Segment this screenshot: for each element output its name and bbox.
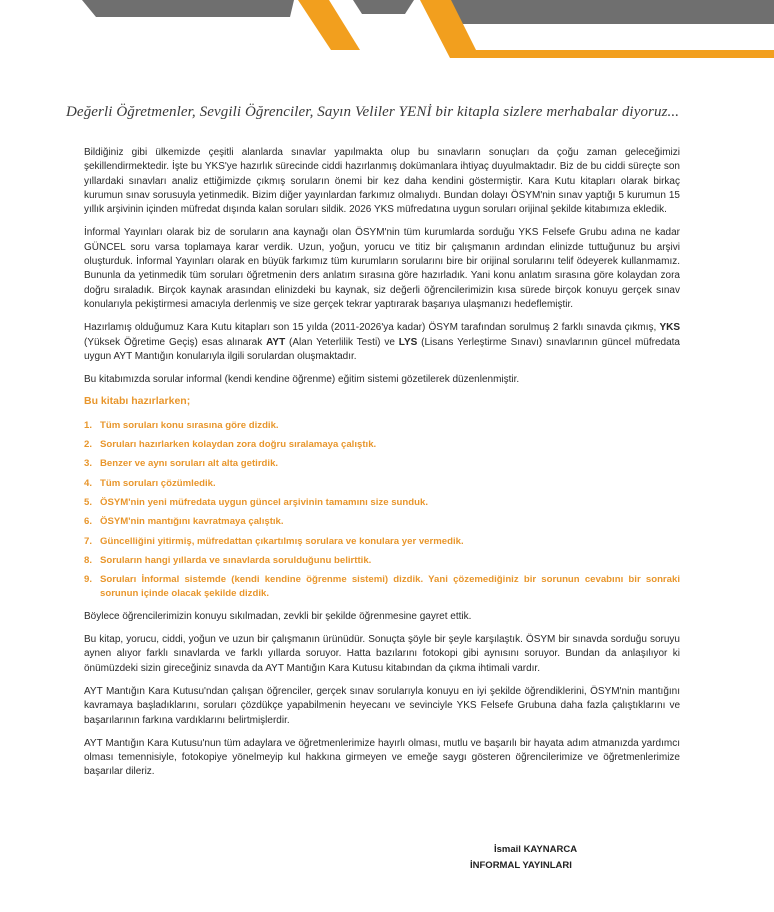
grey-stripe-center (353, 0, 414, 14)
header-decoration (0, 0, 774, 60)
salutation: Değerli Öğretmenler, Sevgili Öğrenciler, Sayın Veliler YENİ bir kitapla sizlere merhabalar diyoruz... (66, 104, 680, 120)
exam-ayt: AYT (266, 336, 286, 348)
list-heading: Bu kitabı hazırlarken; (84, 395, 191, 408)
paragraph-students: AYT Mantığın Kara Kutusu'ndan çalışan öğrenciler, gerçek sınav sorularıyla konuyu en iyi şekilde öğrendiklerini, ÖSYM'nin mantığını kavramaya başladıklarını, soruları çözdükçe yapabilmenin heyecanı ve sevinciyle YKS Felsefe Grubuna daha fazla çalıştıklarını ve başarılarının farkına vardıklarını belirtmişlerdir. (84, 685, 680, 726)
paragraph-goal: Böylece öğrencilerimizin konuyu sıkılmadan, zevkli bir şekilde öğrenmesine gayret ettik. (84, 610, 472, 622)
signature-block (470, 842, 630, 874)
list-item: 3. Benzer ve aynı soruları alt alta getirdik. (84, 458, 279, 470)
paragraph-product: Bu kitap, yorucu, ciddi, yoğun ve uzun bir çalışmanın ürünüdür. Sonuçta şöyle bir şeyle karşılaştık. ÖSYM bir sınavda sorduğu soruyu aynen alıyor farklı sınavlarda ve farklı yıllarda soruyor. Hatta bazılarını fotokopi gibi aynısını soruyor. Bundan da anlaşılıyor ki önümüzdeki sizin gireceğiniz sınavda da AYT Mantığın Kara Kutusu kitabından da çıkma ihtimali vardır. (84, 634, 680, 674)
preface-body (84, 146, 680, 789)
orange-stripe-left (298, 0, 360, 50)
list-item: 9. Soruları İnformal sistemde (kendi kendine öğrenme sistemi) dizdik. Yani çözemediğiniz bir sorunun cevabını bir sonraki sorunun içinde olacak şekilde dizdik. (84, 574, 680, 599)
grey-stripe-right (447, 0, 774, 24)
list-item: 7. Güncelliğini yitirmiş, müfredattan çıkartılmış sorulara ve konulara yer vermedik. (84, 535, 464, 547)
signature-org: İNFORMAL YAYINLARI (470, 860, 572, 871)
exam-lys: LYS (398, 336, 418, 348)
exam-yks: YKS (659, 322, 680, 334)
list-item: 1. Tüm soruları konu sırasına göre dizdik. (84, 419, 279, 431)
list-item: 4. Tüm soruları çözümledik. (84, 477, 216, 489)
paragraph-system: Bu kitabımızda sorular informal (kendi kendine öğrenme) eğitim sistemi gözetilerek düzenlenmiştir. (84, 374, 520, 386)
list-item: 5. ÖSYM'nin yeni müfredata uygun güncel arşivinin tamamını size sunduk. (84, 496, 429, 508)
list-item: 6. ÖSYM'nin mantığını kavratmaya çalıştık. (84, 516, 284, 528)
grey-stripe-left (82, 0, 294, 17)
paragraph-intro: Bildiğiniz gibi ülkemizde çeşitli alanlarda sınavlar yapılmakta olup bu sınavların sonuçları da çoğu zaman geleceğimizi şekillendirmektedir. İşte bu YKS'ye hazırlık sürecinde ciddi hazırlanmış dokümanlara ihtiyaç duyulmaktadır. Biz de bu ciddi süreçte son yıllardaki sınavları analiz ettiğimizde çıkmış soruların önemi bir kez daha kendini göstermiştir. Kara Kutu kitapları olarak birkaç kurumun sınav sorusuyla yetinmedik. Bizim diğer yayınlardan farkımız olmalıydı. Bundan dolayı ÖSYM'nin sınav yaptığı 5 kurumun 15 yıllık arşivinin içinden müfredat dışında kalan soruları sildik. 2026 YKS müfredatına uygun soruları orijinal şekilde kitabımıza ekledik. (84, 147, 680, 216)
paragraph-exams: Hazırlamış olduğumuz Kara Kutu kitapları son 15 yılda (2011-2026'ya kadar) ÖSYM tarafından sorulmuş 2 farklı sınavda çıkmış, YKS (Yüksek Öğretime Geçiş) esas alınarak AYT (Alan Yeterlilik Testi) ve LYS (Lisans Yerleştirme Sınavı) sınavlarının güncel müfredata uygun AYT Mantığın konularıyla ilgili sorulardan oluşmaktadır. (84, 322, 680, 362)
list-item: 2. Soruları hazırlarken kolaydan zora doğru sıralamaya çalıştık. (84, 439, 377, 451)
preparation-list (84, 419, 680, 601)
paragraph-informal: İnformal Yayınları olarak biz de soruların ana kaynağı olan ÖSYM'nin tüm kurumlarda sorduğu YKS Felsefe Grubu adına ne kadar GÜNCEL soru varsa toplamaya karar verdik. Uzun, yoğun, yorucu ve titiz bir çalışmanın ardından elinizde tuttuğunuz bu arşivi oluşturduk. İnformal Yayınları olarak en büyük farkımız tüm kurumların sorularını bire bir orijinal sorularını telif ödeyerek kullanmamız. Bununla da yetinmedik tüm soruları öğretmenin ders anlatım sırasına göre hazırladık. Yani konu anlatım sırasına göre kolaydan zora doğru sıraladık. Birçok kaynak arasından elinizdeki bu kaynak, siz değerli öğrencilerimizin kısa sürede birçok konuyu gerçek sınav konularıyla pekiştirmesi amacıyla derlenmiş ve size gerçek tekrar yaptırarak başarıya ulaşmanızı hedeflemiştir. (84, 227, 680, 310)
list-item: 8. Soruların hangi yıllarda ve sınavlarda sorulduğunu belirttik. (84, 554, 372, 566)
paragraph-closing: AYT Mantığın Kara Kutusu'nun tüm adaylara ve öğretmenlerimize hayırlı olması, mutlu ve başarılı bir hayata adım atmanızda yardımcı olması temennisiyle, fotokopiye yönelmeyip kul hakkına girmeyen ve emeğe saygı gösteren öğrencilerimize ve öğretmenlerimize başarılar dileriz. (84, 737, 680, 778)
signature-name: İsmail KAYNARCA (494, 844, 578, 855)
